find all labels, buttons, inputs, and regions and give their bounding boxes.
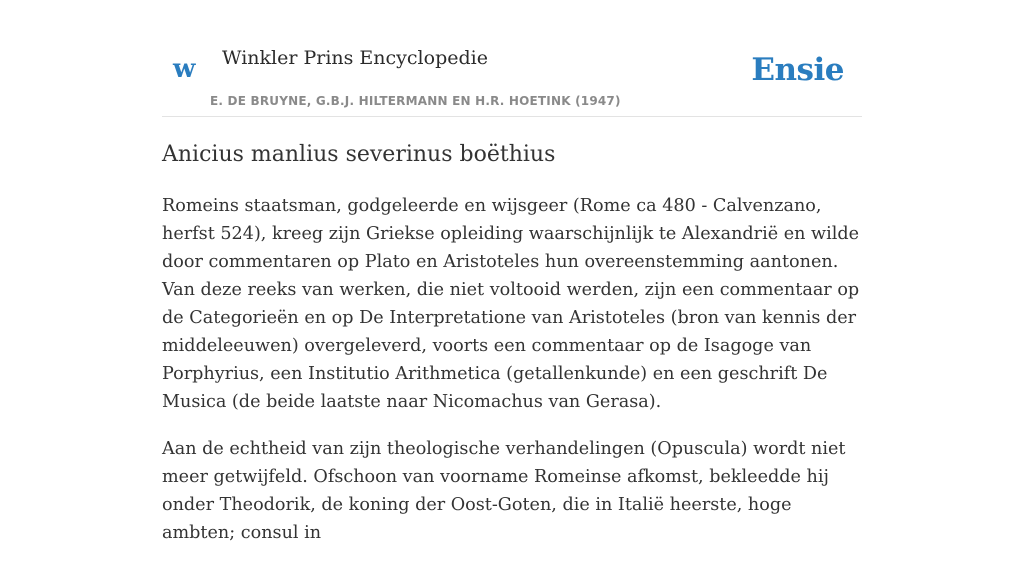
article-body <box>162 192 862 566</box>
article-paragraph: Aan de echtheid van zijn theologische verhandelingen (Opuscula) wordt niet meer getwijfeld. Ofschoon van voorname Romeinse afkomst, bekleedde hij onder Theodorik, de koning der Oost-Goten, die in Italië heerste, hoge ambten; consul in <box>162 439 846 543</box>
article-title: Anicius manlius severinus boëthius <box>162 142 556 167</box>
article-paragraph: Romeins staatsman, godgeleerde en wijsgeer (Rome ca 480 - Calvenzano, herfst 524), kreeg zijn Griekse opleiding waarschijnlijk te Alexandrië en wilde door commentaren op Plato en Aristoteles hun overeenstemming aantonen. Van deze reeks van werken, die niet voltooid werden, zijn een commentaar op de Categorieën en op De Interpretatione van Aristoteles (bron van kennis der middeleeuwen) overgeleverd, voorts een commentaar op de Isagoge van Porphyrius, een Institutio Arithmetica (getallenkunde) en een geschrift De Musica (de beide laatste naar Nicomachus van Gerasa). <box>162 196 860 412</box>
header <box>162 0 862 117</box>
ensie-logo[interactable]: Ensie <box>751 52 844 88</box>
page-container <box>162 0 862 543</box>
winkler-prins-logo[interactable]: w <box>173 54 196 84</box>
source-authors: E. DE BRUYNE, G.B.J. HILTERMANN EN H.R. HOETINK (1947) <box>210 94 621 108</box>
source-title[interactable]: Winkler Prins Encyclopedie <box>222 47 488 69</box>
